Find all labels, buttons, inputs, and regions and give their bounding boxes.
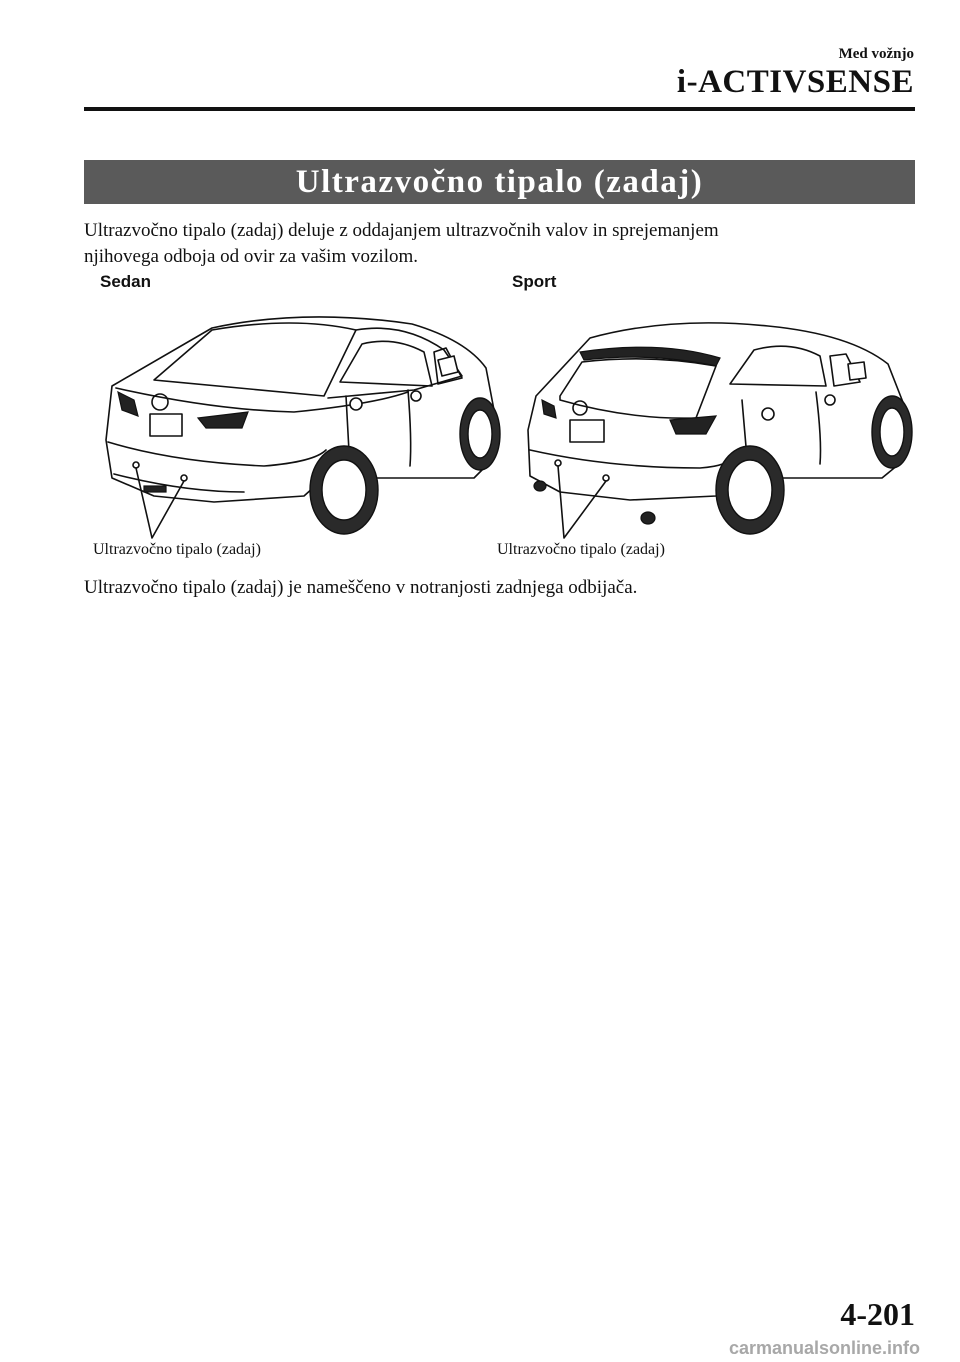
section-title-bar [84, 160, 915, 204]
figure-label-sedan: Sedan [100, 272, 152, 291]
page-number: 4-201 [840, 1296, 915, 1332]
callout-sedan-sensor: Ultrazvočno tipalo (zadaj) [93, 541, 261, 558]
section-title: Ultrazvočno tipalo (zadaj) [295, 163, 704, 200]
outro-paragraph: Ultrazvočno tipalo (zadaj) je nameščeno v notranjosti zadnjega odbijača. [84, 577, 638, 598]
header-chapter: i-ACTIVSENSE [676, 64, 914, 100]
intro-line-2: njihovega odboja od ovir za vašim vozilom. [84, 246, 419, 267]
sedan-car-illustration [94, 300, 504, 545]
intro-line-1: Ultrazvočno tipalo (zadaj) deluje z oddajanjem ultrazvočnih valov in sprejemanjem [84, 220, 719, 241]
callout-sport-sensor: Ultrazvočno tipalo (zadaj) [497, 541, 665, 558]
watermark: carmanualsonline.info [728, 1338, 920, 1358]
figure-label-sport: Sport [512, 272, 557, 291]
sport-car-illustration [520, 300, 920, 545]
header-section: Med vožnjo [838, 46, 914, 62]
header-rule [84, 107, 915, 111]
intro-paragraph [84, 218, 904, 270]
